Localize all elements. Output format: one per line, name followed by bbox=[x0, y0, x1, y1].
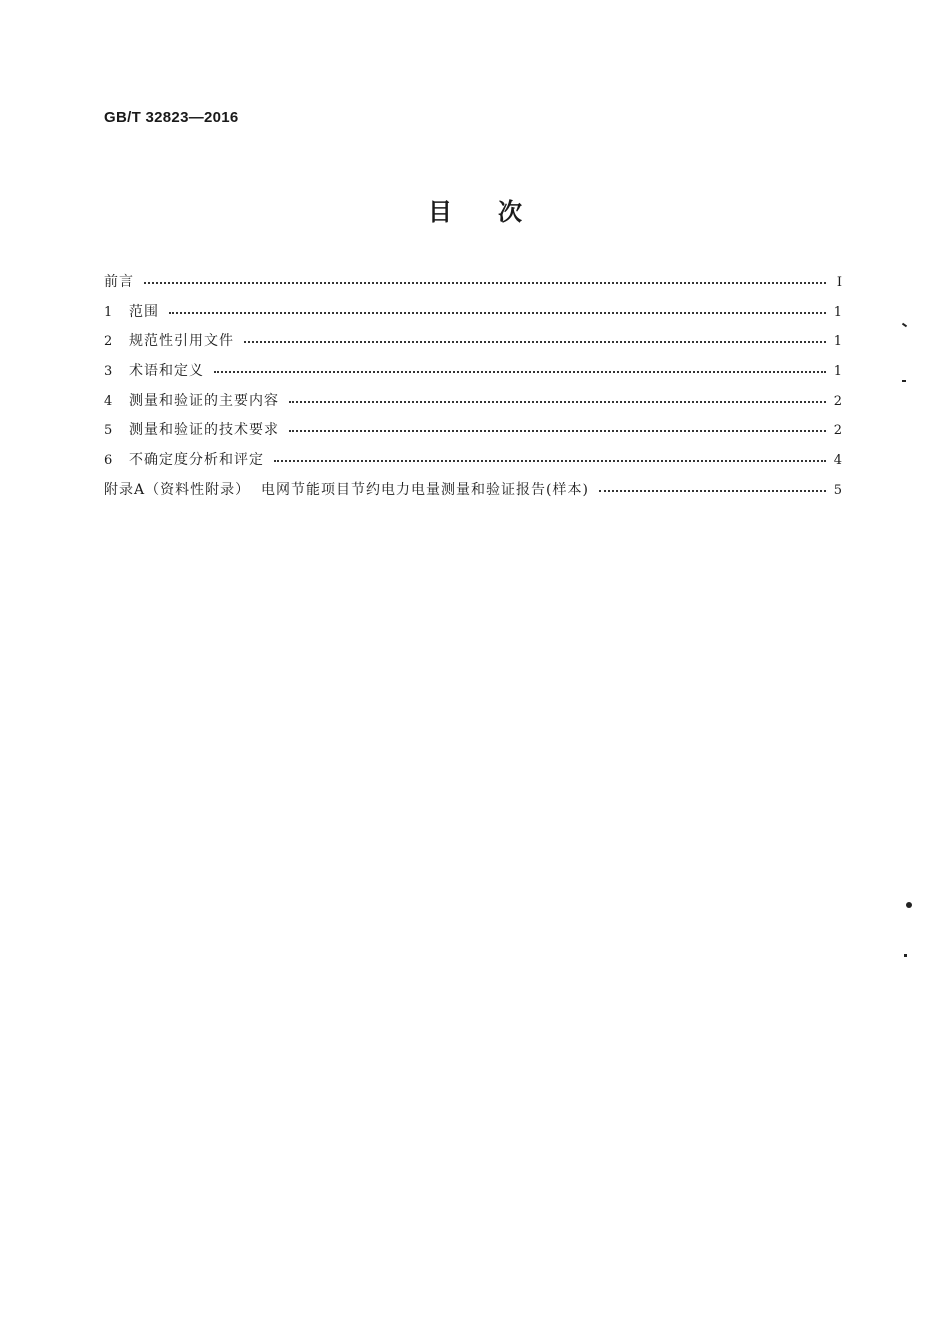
toc-entry[interactable] bbox=[104, 390, 842, 420]
toc-entry-label: 测量和验证的技术要求 bbox=[129, 422, 279, 439]
toc-entry-label: 不确定度分析和评定 bbox=[129, 452, 264, 469]
toc-entry[interactable] bbox=[104, 330, 842, 360]
toc-leader-dots bbox=[599, 480, 826, 494]
toc-entry-number: 5 bbox=[104, 423, 113, 439]
toc-entry-label: 测量和验证的主要内容 bbox=[129, 392, 279, 409]
toc-leader-dots bbox=[169, 302, 826, 316]
toc-leader-dots bbox=[289, 420, 826, 434]
toc-entry-page: Ⅰ bbox=[836, 275, 842, 290]
toc-entry[interactable] bbox=[104, 479, 842, 509]
toc-entry-label: 前言 bbox=[104, 274, 134, 290]
toc-entry[interactable] bbox=[104, 419, 842, 449]
toc-entry-number: 1 bbox=[104, 304, 113, 320]
scan-speck bbox=[902, 380, 906, 382]
toc-entry-page: 1 bbox=[833, 334, 842, 350]
toc-leader-dots bbox=[244, 331, 826, 345]
toc-entry-label: 术语和定义 bbox=[129, 363, 204, 380]
toc-entry-number: 4 bbox=[104, 393, 113, 409]
document-code: GB/T 32823—2016 bbox=[104, 109, 239, 126]
toc-entry-number: 2 bbox=[104, 334, 113, 350]
scan-speck bbox=[906, 902, 912, 908]
toc-entry-label: 规范性引用文件 bbox=[129, 333, 234, 350]
toc-leader-dots bbox=[274, 450, 826, 464]
page-title: 目次 bbox=[428, 198, 568, 226]
table-of-contents bbox=[104, 271, 842, 509]
toc-leader-dots bbox=[289, 391, 826, 405]
toc-entry-page: 2 bbox=[833, 423, 842, 439]
toc-entry[interactable] bbox=[104, 360, 842, 390]
toc-leader-dots bbox=[214, 361, 826, 375]
toc-entry-number: 6 bbox=[104, 453, 113, 469]
toc-entry-page: 1 bbox=[833, 304, 842, 320]
scan-speck bbox=[902, 323, 907, 328]
toc-entry-page: 5 bbox=[833, 482, 842, 498]
toc-entry-label: 范围 bbox=[129, 303, 159, 320]
toc-entry-page: 2 bbox=[833, 393, 842, 409]
toc-entry[interactable] bbox=[104, 301, 842, 331]
toc-entry[interactable] bbox=[104, 271, 842, 301]
toc-entry-page: 4 bbox=[833, 453, 842, 469]
scan-speck bbox=[904, 954, 907, 957]
toc-entry-page: 1 bbox=[833, 364, 842, 380]
toc-leader-dots bbox=[144, 272, 826, 286]
toc-entry-number: 3 bbox=[104, 364, 113, 380]
toc-entry-label: 附录A（资料性附录） 电网节能项目节约电力电量测量和验证报告(样本) bbox=[104, 481, 589, 498]
toc-entry[interactable] bbox=[104, 449, 842, 479]
